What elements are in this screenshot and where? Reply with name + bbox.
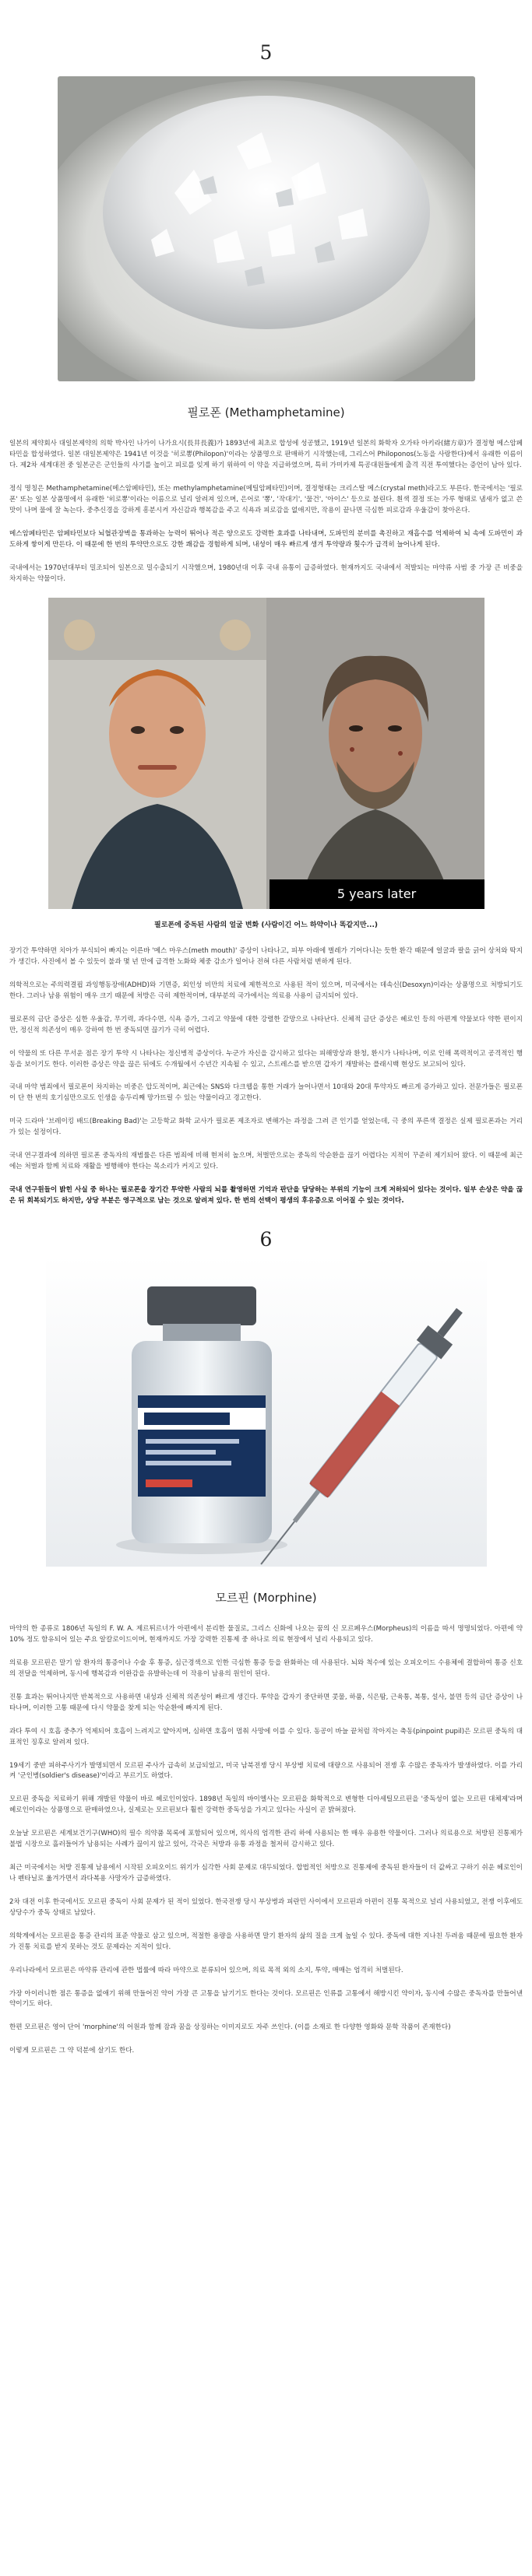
paragraph: 이렇게 모르핀은 그 약 덕분에 살기도 한다. (9, 2047, 135, 2055)
section-number: 6 (259, 1227, 273, 1251)
paragraph: 이 약물의 또 다른 무서운 점은 장기 투약 시 나타나는 정신병적 증상이다. 누군가 자신을 감시하고 있다는 피해망상과 환청, 환시가 나타나며, 이로 인해 폭력적이고 공격적인 행동을 보이기도 한다. 이러한 증상은 약을 끊은 뒤에도 수개월에서 수년간 지속될 수 있고, 스트레스를 받으면 갑자기 재발하는 플래시백 현상도 보고되어 있다. (9, 1049, 523, 1069)
paragraph: 미국 드라마 '브레이킹 배드(Breaking Bad)'는 고등학교 화학 교사가 필로폰 제조자로 변해가는 과정을 그려 큰 인기를 얻었는데, 극 중의 푸른색 결정은 실제 필로폰과는 거리가 있는 설정이다. (9, 1118, 523, 1137)
paragraph: 필로폰의 금단 증상은 심한 우울감, 무기력, 과다수면, 식욕 증가, 그리고 약물에 대한 강렬한 갈망으로 나타난다. 신체적 금단 증상은 헤로인 등의 아편계 약물보다 약한 편이지만, 정신적 의존성이 매우 강하여 한 번 중독되면 끊기가 극히 어렵다. (9, 1015, 523, 1034)
paragraph: 메스암페타민은 암페타민보다 뇌혈관장벽을 통과하는 능력이 뛰어나 적은 양으로도 강력한 효과를 나타내며, 도파민의 분비를 촉진하고 재흡수를 억제하여 뇌 속에 도파민이 과도하게 쌓이게 만든다. 이 때문에 한 번의 투약만으로도 강한 쾌감을 경험하게 되며, 내성이 매우 빠르게 생겨 투약량과 횟수가 급격히 늘어나게 된다. (9, 529, 523, 549)
paragraph: 19세기 중반 피하주사기가 발명되면서 모르핀 주사가 급속히 보급되었고, 미국 남북전쟁 당시 부상병 치료에 대량으로 사용되어 전쟁 후 수많은 중독자가 발생하였다. 이를 가리켜 '군인병(soldier's disease)'이라고 부르기도 하였다. (9, 1761, 523, 1781)
paragraph: 의학적으로는 주의력결핍 과잉행동장애(ADHD)와 기면증, 외인성 비만의 치료에 제한적으로 사용된 적이 있으며, 미국에서는 데속신(Desoxyn)이라는 상품명으로 처방되기도 한다. 그러나 남용 위험이 매우 크기 때문에 처방은 극히 제한적이며, 대부분의 국가에서는 의료용 사용이 금지되어 있다. (9, 981, 523, 1000)
section-title: 필로폰 (Methamphetamine) (187, 405, 345, 419)
paragraph: 국내에서는 1970년대부터 밀조되어 일본으로 밀수출되기 시작했으며, 1980년대 이후 국내 유통이 급증하였다. 현재까지도 국내에서 적발되는 마약류 사범 중 가장 큰 비중을 차지하는 약물이다. (9, 563, 523, 583)
section-number: 5 (259, 41, 273, 64)
five-years-later-label: 5 years later (270, 879, 484, 909)
paragraph: 우리나라에서 모르핀은 마약류 관리에 관한 법률에 따라 마약으로 분류되어 있으며, 의료 목적 외의 소지, 투약, 매매는 엄격히 처벌된다. (9, 1966, 403, 1974)
paragraph: 가장 아이러니한 점은 통증을 없애기 위해 만들어진 약이 가장 큰 고통을 남기기도 한다는 것이다. 모르핀은 인류를 고통에서 해방시킨 약이자, 동시에 수많은 중독자를 만들어낸 약이기도 하다. (9, 1989, 523, 2009)
paragraph: 모르핀 중독을 치료하기 위해 개발된 약물이 바로 헤로인이었다. 1898년 독일의 바이엘사는 모르핀을 화학적으로 변형한 디아세틸모르핀을 '중독성이 없는 모르핀 대체제'라며 헤로인이라는 상품명으로 판매하였으나, 실제로는 모르핀보다 훨씬 강력한 중독성을 가지고 있다는 사실이 곧 밝혀졌다. (9, 1795, 523, 1815)
paragraph: 마약의 한 종류로 1806년 독일의 F. W. A. 제르튀르너가 아편에서 분리한 물질로, 그리스 신화에 나오는 꿈의 신 모르페우스(Morpheus)의 이름을 따서 명명되었다. 아편에 약 10% 정도 함유되어 있는 주요 알칼로이드이며, 현재까지도 가장 강력한 진통제 중 하나로 의료 현장에서 널리 사용되고 있다. (9, 1625, 523, 1644)
paragraph: 한편 모르핀은 영어 단어 'morphine'의 어원과 함께 잠과 꿈을 상징하는 이미지로도 자주 쓰인다. (이를 소재로 한 다양한 영화와 문학 작품이 존재한다) (9, 2023, 451, 2032)
mugshot-before (48, 598, 266, 909)
mugshot-after (266, 598, 484, 909)
paragraph: 오늘날 모르핀은 세계보건기구(WHO)의 필수 의약품 목록에 포함되어 있으며, 의사의 엄격한 관리 하에 사용되는 한 매우 유용한 약물이다. 그러나 의료용으로 처방된 진통제가 불법 시장으로 흘러들어가 남용되는 사례가 끊이지 않고 있어, 각국은 처방과 유통 과정을 철저히 감시하고 있다. (9, 1830, 523, 1849)
paragraph: 일본의 제약회사 대일본제약의 의학 박사인 나가이 나가요시(長井長義)가 1893년에 최초로 합성에 성공했고, 1919년 일본의 화학자 오가타 아키라(緒方章)가 결정형 메스암페타민을 합성하였다. 일본 대일본제약은 1941년 이것을 '히로뽕(Philopon)'이라는 상품명으로 판매하기 시작했는데, 그리스어 Philoponos(노동을 사랑한다)에서 유래한 이름이다. 제2차 세계대전 중 일본군은 군인들의 사기를 높이고 피로를 잊게 하기 위하여 이 약을 지급하였으며, 특히 가미카제 특공대원들에게 출격 직전 투여했다는 증언이 남아 있다. (9, 440, 523, 470)
morphine-vial-syringe-photo (46, 1255, 487, 1567)
paragraph: 진통 효과는 뛰어나지만 반복적으로 사용하면 내성과 신체적 의존성이 빠르게 생긴다. 투약을 갑자기 중단하면 콧물, 하품, 식은땀, 근육통, 복통, 설사, 불면 등의 금단 증상이 나타나며, 이러한 고통 때문에 다시 약물을 찾게 되는 악순환에 빠지게 된다. (9, 1693, 523, 1712)
paragraph: 국내 연구결과에 의하면 필로폰 중독자의 재범률은 다른 범죄에 비해 현저히 높으며, 처벌만으로는 중독의 악순환을 끊기 어렵다는 지적이 꾸준히 제기되어 왔다. 이 때문에 최근에는 처벌과 함께 치료와 재활을 병행해야 한다는 목소리가 커지고 있다. (9, 1152, 523, 1171)
paragraph: 의학계에서는 모르핀을 통증 관리의 표준 약물로 삼고 있으며, 적절한 용량을 사용하면 말기 환자의 삶의 질을 크게 높일 수 있다. 중독에 대한 지나친 두려움 때문에 필요한 환자가 진통 치료를 받지 못하는 것도 문제라는 지적이 있다. (9, 1932, 523, 1951)
paragraph: 국내 연구원들이 밝힌 사실 중 하나는 필로폰을 장기간 투약한 사람의 뇌를 촬영하면 기억과 판단을 담당하는 부위의 기능이 크게 저하되어 있다는 것이다. 일부 손상은 약을 끊은 뒤 회복되기도 하지만, 상당 부분은 영구적으로 남는 것으로 알려져 있다. 한 번의 선택이 평생의 후유증으로 이어질 수 있는 것이다. (9, 1186, 523, 1205)
paragraph: 과다 투여 시 호흡 중추가 억제되어 호흡이 느려지고 얕아지며, 심하면 호흡이 멈춰 사망에 이를 수 있다. 동공이 바늘 끝처럼 작아지는 축동(pinpoint pupil)은 모르핀 중독의 대표적인 징후로 알려져 있다. (9, 1727, 523, 1746)
mugshot-caption: 필로폰에 중독된 사람의 얼굴 변화 (사람이긴 어느 하약이나 똑같지만...) (154, 921, 378, 929)
mugshot-comparison-image (48, 598, 484, 909)
paragraph: 국내 마약 범죄에서 필로폰이 차지하는 비중은 압도적이며, 최근에는 SNS와 다크웹을 통한 거래가 늘어나면서 10대와 20대 투약자도 빠르게 증가하고 있다. 전문가들은 필로폰이 단 한 번의 호기심만으로도 인생을 송두리째 망가뜨릴 수 있는 약물이라고 경고한다. (9, 1083, 523, 1103)
paragraph: 장기간 투약하면 치아가 부식되어 빠지는 이른바 '메스 마우스(meth mouth)' 증상이 나타나고, 피부 아래에 벌레가 기어다니는 듯한 환각 때문에 얼굴과 팔을 긁어 상처와 딱지가 생긴다. 사진에서 볼 수 있듯이 불과 몇 년 만에 급격한 노화와 체중 감소가 일어나 전혀 다른 사람처럼 변하게 된다. (9, 947, 523, 967)
paragraph: 정식 명칭은 Methamphetamine(메스암페타민), 또는 methylamphetamine(메틸암페타민)이며, 결정형태는 크리스탈 메스(crystal meth)라고도 부른다. 한국에서는 '필로폰' 또는 일본 상품명에서 유래한 '히로뽕'이라는 이름으로 널리 알려져 있으며, 은어로 '뽕', '작대기', '물건', '아이스' 등으로 불린다. 흰색 결정 또는 가루 형태로 냄새가 없고 쓴맛이 나며 물에 잘 녹는다. 중추신경을 강하게 흥분시켜 자신감과 행복감을 주고 식욕과 피로감을 없애지만, 작용이 끝나면 극심한 피로감과 우울감이 찾아온다. (9, 485, 523, 514)
paragraph: 의료용 모르핀은 말기 암 환자의 통증이나 수술 후 통증, 심근경색으로 인한 극심한 통증 등을 완화하는 데 사용된다. 뇌와 척수에 있는 오피오이드 수용체에 결합하여 통증 신호의 전달을 억제하며, 동시에 행복감과 이완감을 유발하는데 이 작용이 남용의 원인이 된다. (9, 1658, 523, 1678)
section-title: 모르핀 (Morphine) (215, 1590, 317, 1605)
paragraph: 최근 미국에서는 처방 진통제 남용에서 시작된 오피오이드 위기가 심각한 사회 문제로 대두되었다. 합법적인 처방으로 진통제에 중독된 환자들이 더 값싸고 구하기 쉬운 헤로인이나 펜타닐로 옮겨가면서 과다복용 사망자가 급증하였다. (9, 1864, 523, 1883)
paragraph: 2차 대전 이후 한국에서도 모르핀 중독이 사회 문제가 된 적이 있었다. 한국전쟁 당시 부상병과 피란민 사이에서 모르핀과 아편이 진통 목적으로 널리 사용되었고, 전쟁 이후에도 상당수가 중독 상태로 남았다. (9, 1897, 523, 1917)
methamphetamine-crystals-photo (58, 76, 475, 381)
